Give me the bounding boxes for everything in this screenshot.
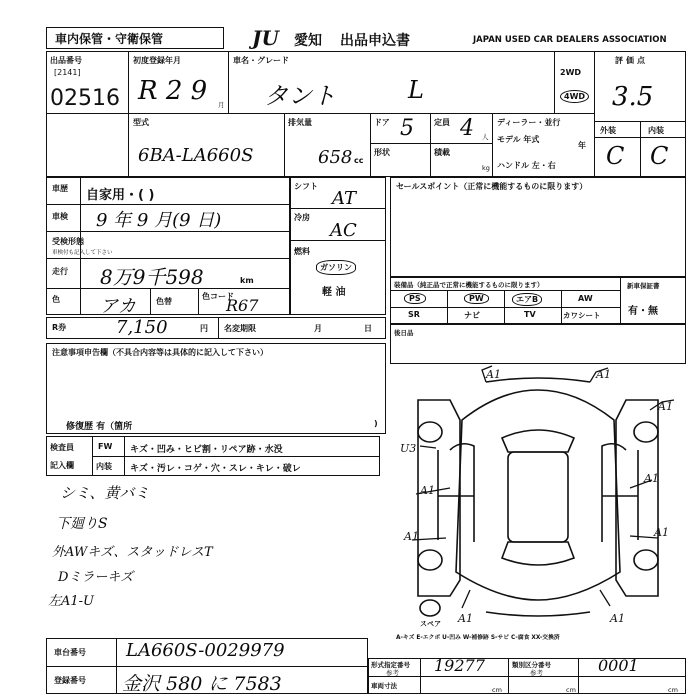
mileage-label: 走行	[52, 267, 68, 276]
car-name-label: 車名・グレード	[233, 56, 289, 65]
displacement-value: 658	[318, 147, 353, 168]
ac-label: 冷房	[294, 213, 310, 222]
lot-number: 02516	[50, 86, 120, 111]
car-grade: L	[408, 76, 424, 104]
rating-score: 3.5	[612, 82, 654, 112]
equip-navi: ナビ	[464, 311, 480, 320]
class-code-label: 類別区分番号	[512, 661, 551, 669]
org-name: 愛知	[294, 33, 322, 49]
storage-label: 車内保管・守衛保管	[55, 32, 164, 46]
first-reg-value: R 2 9	[138, 76, 208, 106]
capacity-unit: 人	[482, 133, 489, 141]
car-name: タント	[264, 82, 336, 110]
wheel-rr	[634, 550, 658, 570]
type-code-note: 参考	[386, 669, 399, 677]
handle-label: ハンドル 左・右	[497, 161, 556, 170]
doors-label: ドア	[374, 118, 390, 127]
ac-value: AC	[330, 220, 357, 241]
load-label: 積載	[434, 148, 450, 157]
recycle-value: 7,150	[116, 317, 168, 338]
sales-point-label: セールスポイント（正常に機能するものに限ります）	[396, 182, 588, 191]
color-label: 色	[52, 295, 60, 304]
later-items-label: 後日品	[394, 329, 414, 337]
model-value: 6BA-LA660S	[138, 145, 254, 166]
warranty-value: 有・無	[628, 306, 658, 317]
note-line-4: Dミラーキズ	[58, 570, 134, 585]
equip-sr: SR	[408, 310, 420, 319]
notes-label: 注意事項申告欄（不具合内容等は具体的に記入して下さい）	[52, 348, 268, 357]
ext-grade: C	[606, 142, 625, 170]
body-outline	[456, 390, 620, 600]
car-diagram	[390, 360, 686, 632]
wheel-fr	[634, 422, 658, 442]
ext-label: 外装	[600, 126, 616, 135]
inspection-value: 9 年 9 月(9 日)	[96, 210, 222, 231]
note-line-1: シミ、黄バミ	[60, 484, 150, 502]
first-reg-unit: 月	[218, 101, 225, 109]
mark-right-front: A1	[658, 400, 673, 413]
wheel-rl	[418, 550, 442, 570]
mark-left-rear: A1	[404, 530, 419, 543]
mark-front-left: A1	[486, 368, 501, 381]
model-label: 型式	[133, 118, 149, 127]
expiry-label: 名変期限	[224, 324, 256, 333]
rear-window-shape	[502, 542, 574, 565]
front-bumper-shape	[486, 378, 590, 382]
mark-left-mid: A1	[420, 484, 435, 497]
warranty-label: 新車保証書	[627, 282, 660, 290]
displacement-label: 排気量	[288, 118, 312, 127]
equip-ps: PS	[404, 293, 426, 304]
mark-rear-left: A1	[458, 612, 473, 625]
doors-value: 5	[400, 116, 414, 141]
inspector-interior: 内装	[96, 462, 112, 471]
equipment-label: 装備品（純正品で正常に機能するものに限ります）	[394, 281, 544, 289]
plate-value: 金沢 580 に 7583	[122, 673, 282, 695]
drive-4wd: 4WD	[560, 90, 589, 103]
recycle-label: R券	[52, 323, 67, 332]
mileage-value: 8万9千598	[100, 265, 204, 289]
wheel-fl	[418, 422, 442, 442]
form-title: 出品申込書	[340, 33, 410, 49]
logo-text: JU	[252, 26, 279, 50]
displacement-unit: cc	[354, 156, 364, 165]
expiry-month: 月	[314, 324, 322, 333]
shape-label: 形状	[374, 148, 390, 157]
capacity-value: 4	[460, 116, 474, 141]
sales-point-box	[390, 177, 686, 277]
note-line-2: 下廻りS	[56, 516, 108, 532]
lot-label: 出品番号	[50, 56, 82, 65]
drive-2wd: 2WD	[560, 68, 582, 77]
fuel-gasoline: ガソリン	[316, 260, 356, 275]
class-code-value: 0001	[598, 656, 639, 675]
usage-label: 車歴	[52, 184, 68, 193]
mark-right-mid: A1	[644, 472, 659, 485]
form-subtitle: JAPAN USED CAR DEALERS ASSOCIATION	[473, 35, 667, 45]
mileage-unit: km	[240, 276, 254, 285]
shift-value: AT	[332, 188, 357, 209]
later-items-box	[390, 324, 686, 364]
model-year-label: モデル 年式	[497, 135, 540, 144]
inspect-form-label: 受検形態	[52, 237, 84, 246]
spare-label: スペア	[420, 620, 441, 628]
mark-rear-right: A1	[610, 612, 625, 625]
mark-left-u3: U3	[400, 442, 417, 455]
repair-history: 修復歴 有（箇所	[66, 422, 133, 432]
color-change-label: 色替	[156, 297, 172, 306]
color-value: アカ	[100, 296, 136, 317]
mark-right-rear: A1	[654, 526, 669, 539]
fuel-diesel: 軽 油	[322, 287, 346, 298]
int-label: 内装	[648, 126, 664, 135]
recycle-block	[46, 317, 386, 339]
inspection-label: 車検	[52, 212, 68, 221]
rear-bumper-shape	[486, 612, 590, 616]
recycle-unit: 円	[200, 324, 208, 333]
chassis-value: LA660S-0029979	[126, 640, 285, 661]
shift-label: シフト	[294, 182, 318, 191]
capacity-label: 定員	[434, 118, 450, 127]
ju-logo	[252, 26, 279, 50]
class-code-note: 参考	[530, 669, 543, 677]
type-code-label: 形式指定番号	[371, 661, 410, 669]
damage-legend: A-キズ E-エクボ U-凹み W-補修跡 S-サビ C-腐食 XX-交換済	[396, 635, 560, 641]
chassis-label: 車台番号	[54, 648, 86, 657]
dealer-label: ディーラー・並行	[497, 118, 561, 127]
inspector-fw: FW	[98, 442, 113, 451]
mark-front-right: A1	[596, 368, 611, 381]
color-code-label: 色コード	[202, 292, 234, 301]
expiry-day: 日	[364, 324, 372, 333]
roof-shape	[508, 452, 568, 542]
int-grade: C	[650, 142, 669, 170]
repair-close: )	[374, 419, 378, 428]
dim-cm-2: cm	[566, 686, 576, 694]
dim-cm-1: cm	[492, 686, 502, 694]
type-code-value: 19277	[434, 656, 485, 675]
model-year-unit: 年	[578, 141, 586, 150]
inspector-row1: キズ・凹み・ヒビ割・リペア跡・水没	[130, 445, 283, 455]
note-line-3: 外AWキズ、スタッドレスT	[52, 545, 213, 560]
rating-label: 評価点	[615, 56, 648, 65]
inspector-label-2: 記入欄	[50, 461, 74, 470]
inspector-label: 検査員	[50, 443, 74, 452]
inspector-row2: キズ・汚レ・コゲ・穴・スレ・キレ・破レ	[130, 464, 301, 474]
equip-aw: AW	[578, 294, 593, 303]
note-line-5: 左A1-U	[48, 594, 95, 609]
dimensions-label: 車両寸法	[371, 682, 397, 690]
color-code-value: R67	[226, 296, 259, 315]
first-reg-label: 初度登録年月	[133, 56, 181, 65]
equip-leather: カワシート	[563, 311, 601, 320]
usage-value: 自家用・( )	[86, 188, 155, 203]
load-unit: kg	[482, 164, 490, 172]
equip-airbag: エアB	[512, 293, 542, 306]
windshield-shape	[502, 430, 574, 452]
spare-tire	[420, 600, 440, 616]
fuel-label: 燃料	[294, 247, 310, 256]
equip-pw: PW	[464, 293, 489, 304]
plate-label: 登録番号	[54, 676, 86, 685]
inspect-form-note: 車検付も記入して下さい	[52, 250, 113, 256]
dim-cm-3: cm	[668, 686, 678, 694]
equip-tv: TV	[524, 310, 536, 319]
lot-bracket: [2141]	[54, 68, 81, 77]
